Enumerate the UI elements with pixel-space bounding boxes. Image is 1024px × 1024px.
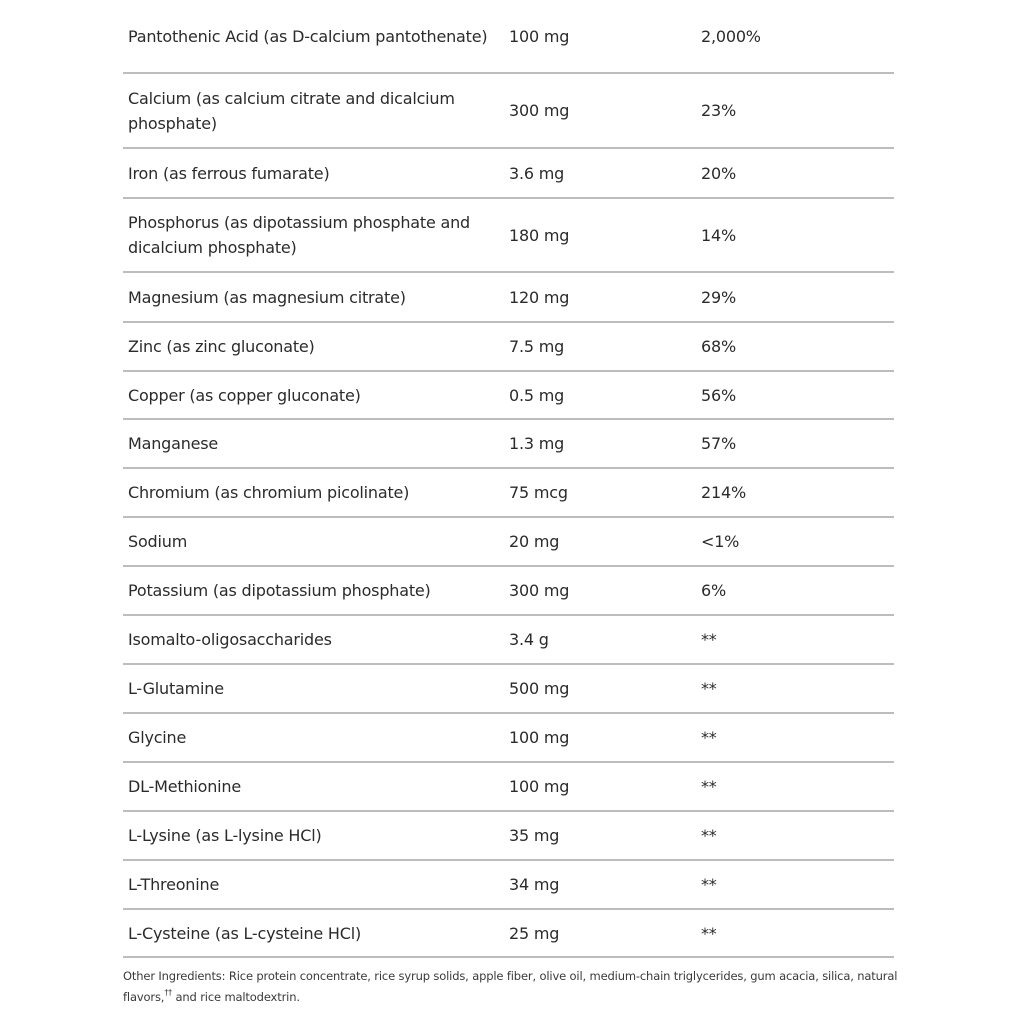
daily-value: 57% bbox=[701, 434, 736, 453]
amount-per-serving: 100 mg bbox=[509, 26, 570, 46]
daily-value: ** bbox=[701, 826, 717, 845]
nutrient-name: L-Threonine bbox=[128, 875, 220, 894]
amount-per-serving: 100 mg bbox=[509, 728, 570, 747]
table-row bbox=[123, 74, 894, 149]
table-row bbox=[123, 469, 894, 518]
amount-per-serving: 180 mg bbox=[509, 225, 570, 245]
nutrient-name: L-Glutamine bbox=[128, 679, 224, 698]
supplement-facts-table bbox=[123, 0, 894, 958]
daily-value: 2,000% bbox=[701, 26, 761, 46]
nutrient-name: Iron (as ferrous fumarate) bbox=[128, 163, 330, 183]
amount-per-serving: 35 mg bbox=[509, 826, 560, 845]
daily-value: 20% bbox=[701, 163, 736, 183]
table-row bbox=[123, 616, 894, 665]
amount-per-serving: 100 mg bbox=[509, 777, 570, 796]
daily-value: 29% bbox=[701, 287, 736, 307]
daily-value: ** bbox=[701, 923, 717, 943]
table-row bbox=[123, 567, 894, 616]
amount-per-serving: 0.5 mg bbox=[509, 385, 565, 405]
amount-per-serving: 3.4 g bbox=[509, 630, 549, 649]
nutrient-name: Potassium (as dipotassium phosphate) bbox=[128, 581, 431, 600]
amount-per-serving: 75 mcg bbox=[509, 483, 568, 502]
table-row bbox=[123, 0, 894, 74]
daily-value: ** bbox=[701, 630, 717, 649]
nutrient-name: Pantothenic Acid (as D-calcium pantothenate) bbox=[128, 26, 488, 46]
table-row bbox=[123, 714, 894, 763]
daily-value: <1% bbox=[701, 532, 740, 551]
nutrient-name: Magnesium (as magnesium citrate) bbox=[128, 287, 406, 307]
other-ingredients-text-end: and rice maltodextrin. bbox=[172, 990, 300, 1004]
table-row bbox=[123, 149, 894, 199]
daily-value: ** bbox=[701, 777, 717, 796]
daily-value: 23% bbox=[701, 101, 736, 120]
table-row bbox=[123, 420, 894, 469]
daily-value: 14% bbox=[701, 225, 736, 245]
daily-value: 6% bbox=[701, 581, 726, 600]
amount-per-serving: 1.3 mg bbox=[509, 434, 565, 453]
amount-per-serving: 120 mg bbox=[509, 287, 570, 307]
nutrient-name: Zinc (as zinc gluconate) bbox=[128, 337, 315, 356]
table-row bbox=[123, 323, 894, 372]
nutrient-name: Manganese bbox=[128, 434, 219, 453]
other-ingredients-text: Rice protein concentrate, rice syrup solids, apple fiber, olive oil, medium-chain triglycerides, gum acacia, silica, natural flavors, bbox=[123, 969, 898, 1004]
amount-per-serving: 300 mg bbox=[509, 101, 570, 120]
other-ingredients bbox=[123, 966, 903, 1008]
daily-value: 56% bbox=[701, 385, 736, 405]
amount-per-serving: 300 mg bbox=[509, 581, 570, 600]
amount-per-serving: 7.5 mg bbox=[509, 337, 565, 356]
table-row bbox=[123, 372, 894, 420]
other-ingredients-label: Other Ingredients: bbox=[123, 969, 226, 983]
nutrient-name: Calcium (as calcium citrate and dicalcium phosphate) bbox=[128, 88, 455, 133]
amount-per-serving: 20 mg bbox=[509, 532, 560, 551]
dagger-footnote-mark: †† bbox=[164, 988, 173, 998]
nutrient-name: L-Cysteine (as L-cysteine HCl) bbox=[128, 923, 362, 943]
table-row bbox=[123, 665, 894, 714]
nutrient-name: DL-Methionine bbox=[128, 777, 241, 796]
nutrient-name: Copper (as copper gluconate) bbox=[128, 385, 361, 405]
daily-value: ** bbox=[701, 679, 717, 698]
amount-per-serving: 500 mg bbox=[509, 679, 570, 698]
amount-per-serving: 3.6 mg bbox=[509, 163, 565, 183]
table-row bbox=[123, 910, 894, 958]
table-row bbox=[123, 199, 894, 273]
nutrient-name: L-Lysine (as L-lysine HCl) bbox=[128, 826, 322, 845]
table-row bbox=[123, 861, 894, 910]
daily-value: 214% bbox=[701, 483, 746, 502]
table-row bbox=[123, 763, 894, 812]
nutrient-name: Chromium (as chromium picolinate) bbox=[128, 483, 410, 502]
daily-value: ** bbox=[701, 728, 717, 747]
table-row bbox=[123, 812, 894, 861]
table-row bbox=[123, 518, 894, 567]
table-row bbox=[123, 273, 894, 323]
nutrient-name: Sodium bbox=[128, 532, 188, 551]
nutrient-name: Phosphorus (as dipotassium phosphate and dicalcium phosphate) bbox=[128, 213, 470, 257]
amount-per-serving: 25 mg bbox=[509, 923, 560, 943]
nutrient-name: Isomalto-oligosaccharides bbox=[128, 630, 332, 649]
daily-value: 68% bbox=[701, 337, 736, 356]
daily-value: ** bbox=[701, 875, 717, 894]
nutrient-name: Glycine bbox=[128, 728, 187, 747]
amount-per-serving: 34 mg bbox=[509, 875, 560, 894]
